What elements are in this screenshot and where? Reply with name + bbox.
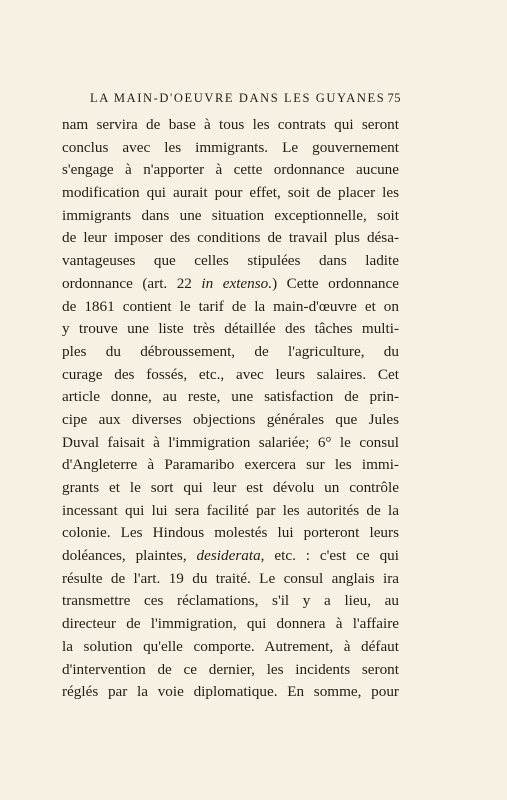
text-line: y trouve une liste très détaillée des tâches multi- (62, 320, 399, 338)
text-line: grants et le sort qui leur est dévolu un contrôle (62, 479, 399, 496)
text-line: nam servira de base à tous les contrats qui seront (62, 116, 399, 133)
text-line: transmettre ces réclamations, s'il y a lieu, au (62, 592, 399, 610)
running-title: LA MAIN-D'OEUVRE DANS LES GUYANES (90, 91, 386, 105)
text-line: vantageuses que celles stipulées dans ladite (62, 252, 399, 270)
text-run: doléances, plaintes, (62, 547, 197, 565)
running-head (90, 91, 401, 111)
text-line: cipe aux diverses objections générales que Jules (62, 410, 399, 428)
text-line: modification qui aurait pour effet, soit de placer les (62, 184, 399, 202)
text-line (62, 273, 399, 296)
italic-phrase: in extenso. (201, 274, 273, 292)
text-line: réglés par la voie diplomatique. En somme, pour (62, 683, 399, 701)
text-line: d'intervention de ce dernier, les incidents seront (62, 660, 399, 678)
text-line: de 1861 contient le tarif de la main-d'œuvre et on (62, 297, 399, 315)
text-line: article donne, au reste, une satisfaction de prin- (62, 388, 399, 406)
text-line (62, 545, 399, 568)
text-line: ples du débroussement, de l'agriculture, du (62, 342, 399, 360)
text-line: conclus avec les immigrants. Le gouvernement (62, 138, 399, 156)
body-text (62, 114, 399, 704)
text-line: de leur imposer des conditions de travail plus désa- (62, 229, 399, 247)
text-line: résulte de l'art. 19 du traité. Le consul anglais ira (62, 569, 399, 587)
text-line: immigrants dans une situation exceptionnelle, soit (62, 206, 399, 224)
text-run: , etc. : c'est ce qui (260, 547, 399, 565)
page-number: 75 (387, 91, 401, 105)
text-line: incessant qui lui sera facilité par les autorités de la (62, 501, 399, 519)
text-line: directeur de l'immigration, qui donnera à l'affaire (62, 615, 399, 633)
text-line: s'engage à n'apporter à cette ordonnance aucune (62, 161, 399, 179)
text-line: colonie. Les Hindous molestés lui porteront leurs (62, 524, 399, 542)
text-run: ) Cette ordonnance (272, 274, 400, 292)
text-line: d'Angleterre à Paramaribo exercera sur les immi- (62, 456, 399, 474)
text-line: curage des fossés, etc., avec leurs salaires. Cet (62, 365, 399, 383)
text-run: ordonnance (art. 22 (62, 274, 202, 292)
text-line: Duval faisait à l'immigration salariée; 6° le consul (62, 433, 399, 451)
text-line: la solution qu'elle comporte. Autrement, à défaut (62, 637, 399, 655)
italic-phrase: desiderata (196, 547, 261, 565)
